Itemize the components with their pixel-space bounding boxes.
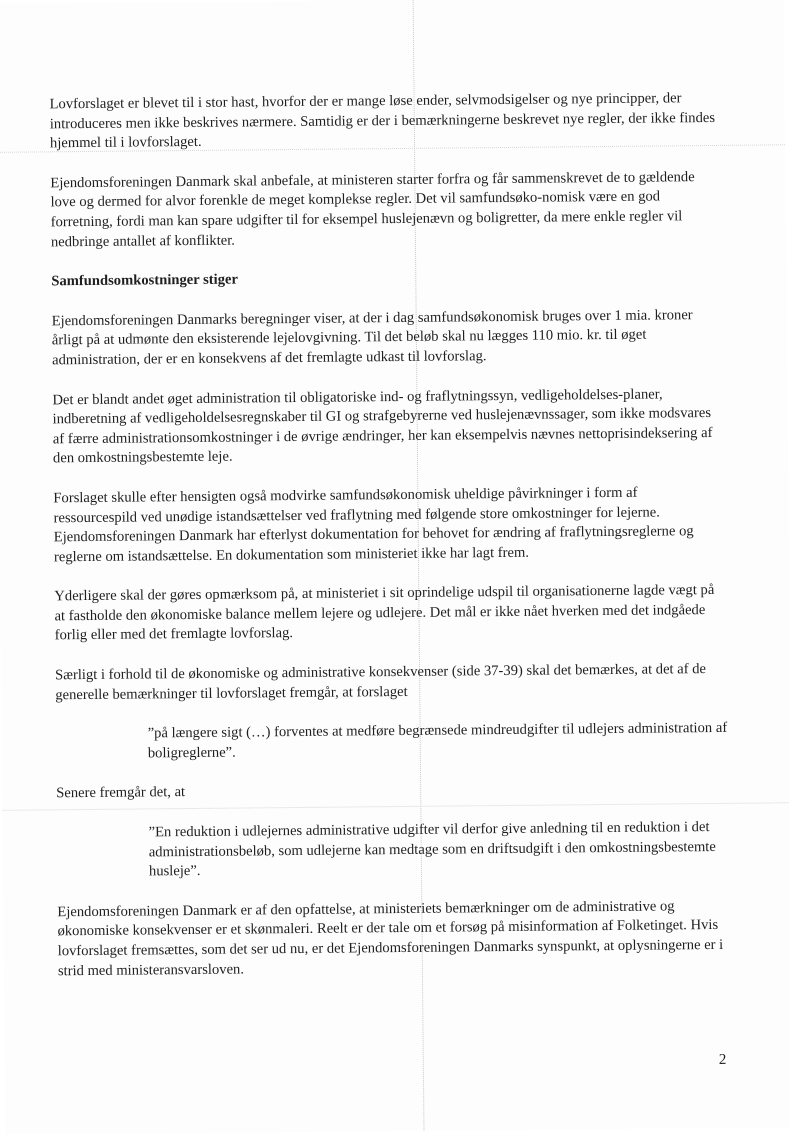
paragraph: Særligt i forhold til de økonomiske og administrative konsekvenser (side 37-39) skal det bemærkes, at det af de generelle bemærkninger til lovforslaget fremgår, at forslaget	[55, 661, 707, 703]
paragraph: Lovforslaget er blevet til i stor hast, hvorfor der er mange løse ender, selvmodsigelser og nye principper, der introduceres men ikke beskrives nærmere. Samtidig er der i bemærkningerne beskrevet nye regler, der ikke findes hjemmel til i lovforslaget.	[49, 90, 716, 152]
document-body	[50, 89, 729, 1002]
paragraph: Senere fremgår det, at	[56, 784, 186, 802]
section-heading: Samfundsomkostninger stiger	[51, 271, 239, 290]
paragraph: Det er blandt andet øget administration til obligatoriske ind- og fraflytningssyn, vedligeholdelses-planer, indberetning af vedligeholdelsesregnskaber til GI og strafgebyrerne ved huslejenævnssager, som ikke modsvares af færre administrationsomkostninger i de øvrige ændringer, her kan eksempelvis nævnes nettoprisindeksering af den omkostningsbestemte leje.	[52, 386, 713, 467]
paragraph: Ejendomsforeningen Danmark skal anbefale, at ministeren starter forfra og får sammenskrevet de to gældende love og dermed for alvor forenkle de meget komplekse regler. Det vil samfundsøko-nomisk være en god forretning, fordi man kan spare udgifter til for eksempel huslejenævn og boligretter, da mere enkle regler vil nedbringe antallet af konflikter.	[50, 168, 695, 250]
paragraph: Ejendomsforeningen Danmark er af den opfattelse, at ministeriets bemærkninger om de administrative og økonomiske konsekvenser er et skønmaleri. Reelt er der tale om et forsøg på misinformation af Folketinget. Hvis lovforslaget fremsættes, som det ser ud nu, er det Ejendomsforeningen Danmarks synspunkt, at oplysningerne er i strid med ministeransvarsloven.	[57, 898, 724, 979]
block-quote: ”på længere sigt (…) forventes at medføre begrænsede mindreudgifter til udlejers administration af boligreglerne”.	[147, 720, 728, 762]
block-quote: ”En reduktion i udlejernes administrative udgifter vil derfor give anledning til en reduktion i det administrationsbeløb, som udlejerne kan medtage som en driftsudgift i den omkostningsbestemte husleje”.	[148, 819, 716, 880]
paragraph: Yderligere skal der gøres opmærksom på, at ministeriet i sit oprindelige udspil til organisationerne lagde vægt på at fastholde den økonomiske balance mellem lejere og udlejere. Det mål er ikke nået hverken med det indgåede forlig eller med det fremlagte lovforslag.	[54, 582, 715, 644]
paragraph: Ejendomsforeningen Danmarks beregninger viser, at der i dag samfundsøkonomisk bruges over 1 mia. kroner årligt på at udmønte den eksisterende lejelovgivning. Til det beløb skal nu lægges 110 mio. kr. til øget administration, der er en konsekvens af det fremlagte udkast til lovforslag.	[51, 306, 693, 369]
paragraph: Forslaget skulle efter hensigten også modvirke samfundsøkonomisk uheldige påvirkninger i form af ressourcespild ved unødige istandsættelser ved fraflytning med følgende store omkostninger for lejerne. Ejendomsforeningen Danmark har efterlyst dokumentation for behovet for ændring af fraflytningsreglerne og reglerne om istandsættelse. En dokumentation som ministeriet ikke har lagt frem.	[53, 484, 694, 566]
page-number: 2	[718, 1051, 727, 1068]
